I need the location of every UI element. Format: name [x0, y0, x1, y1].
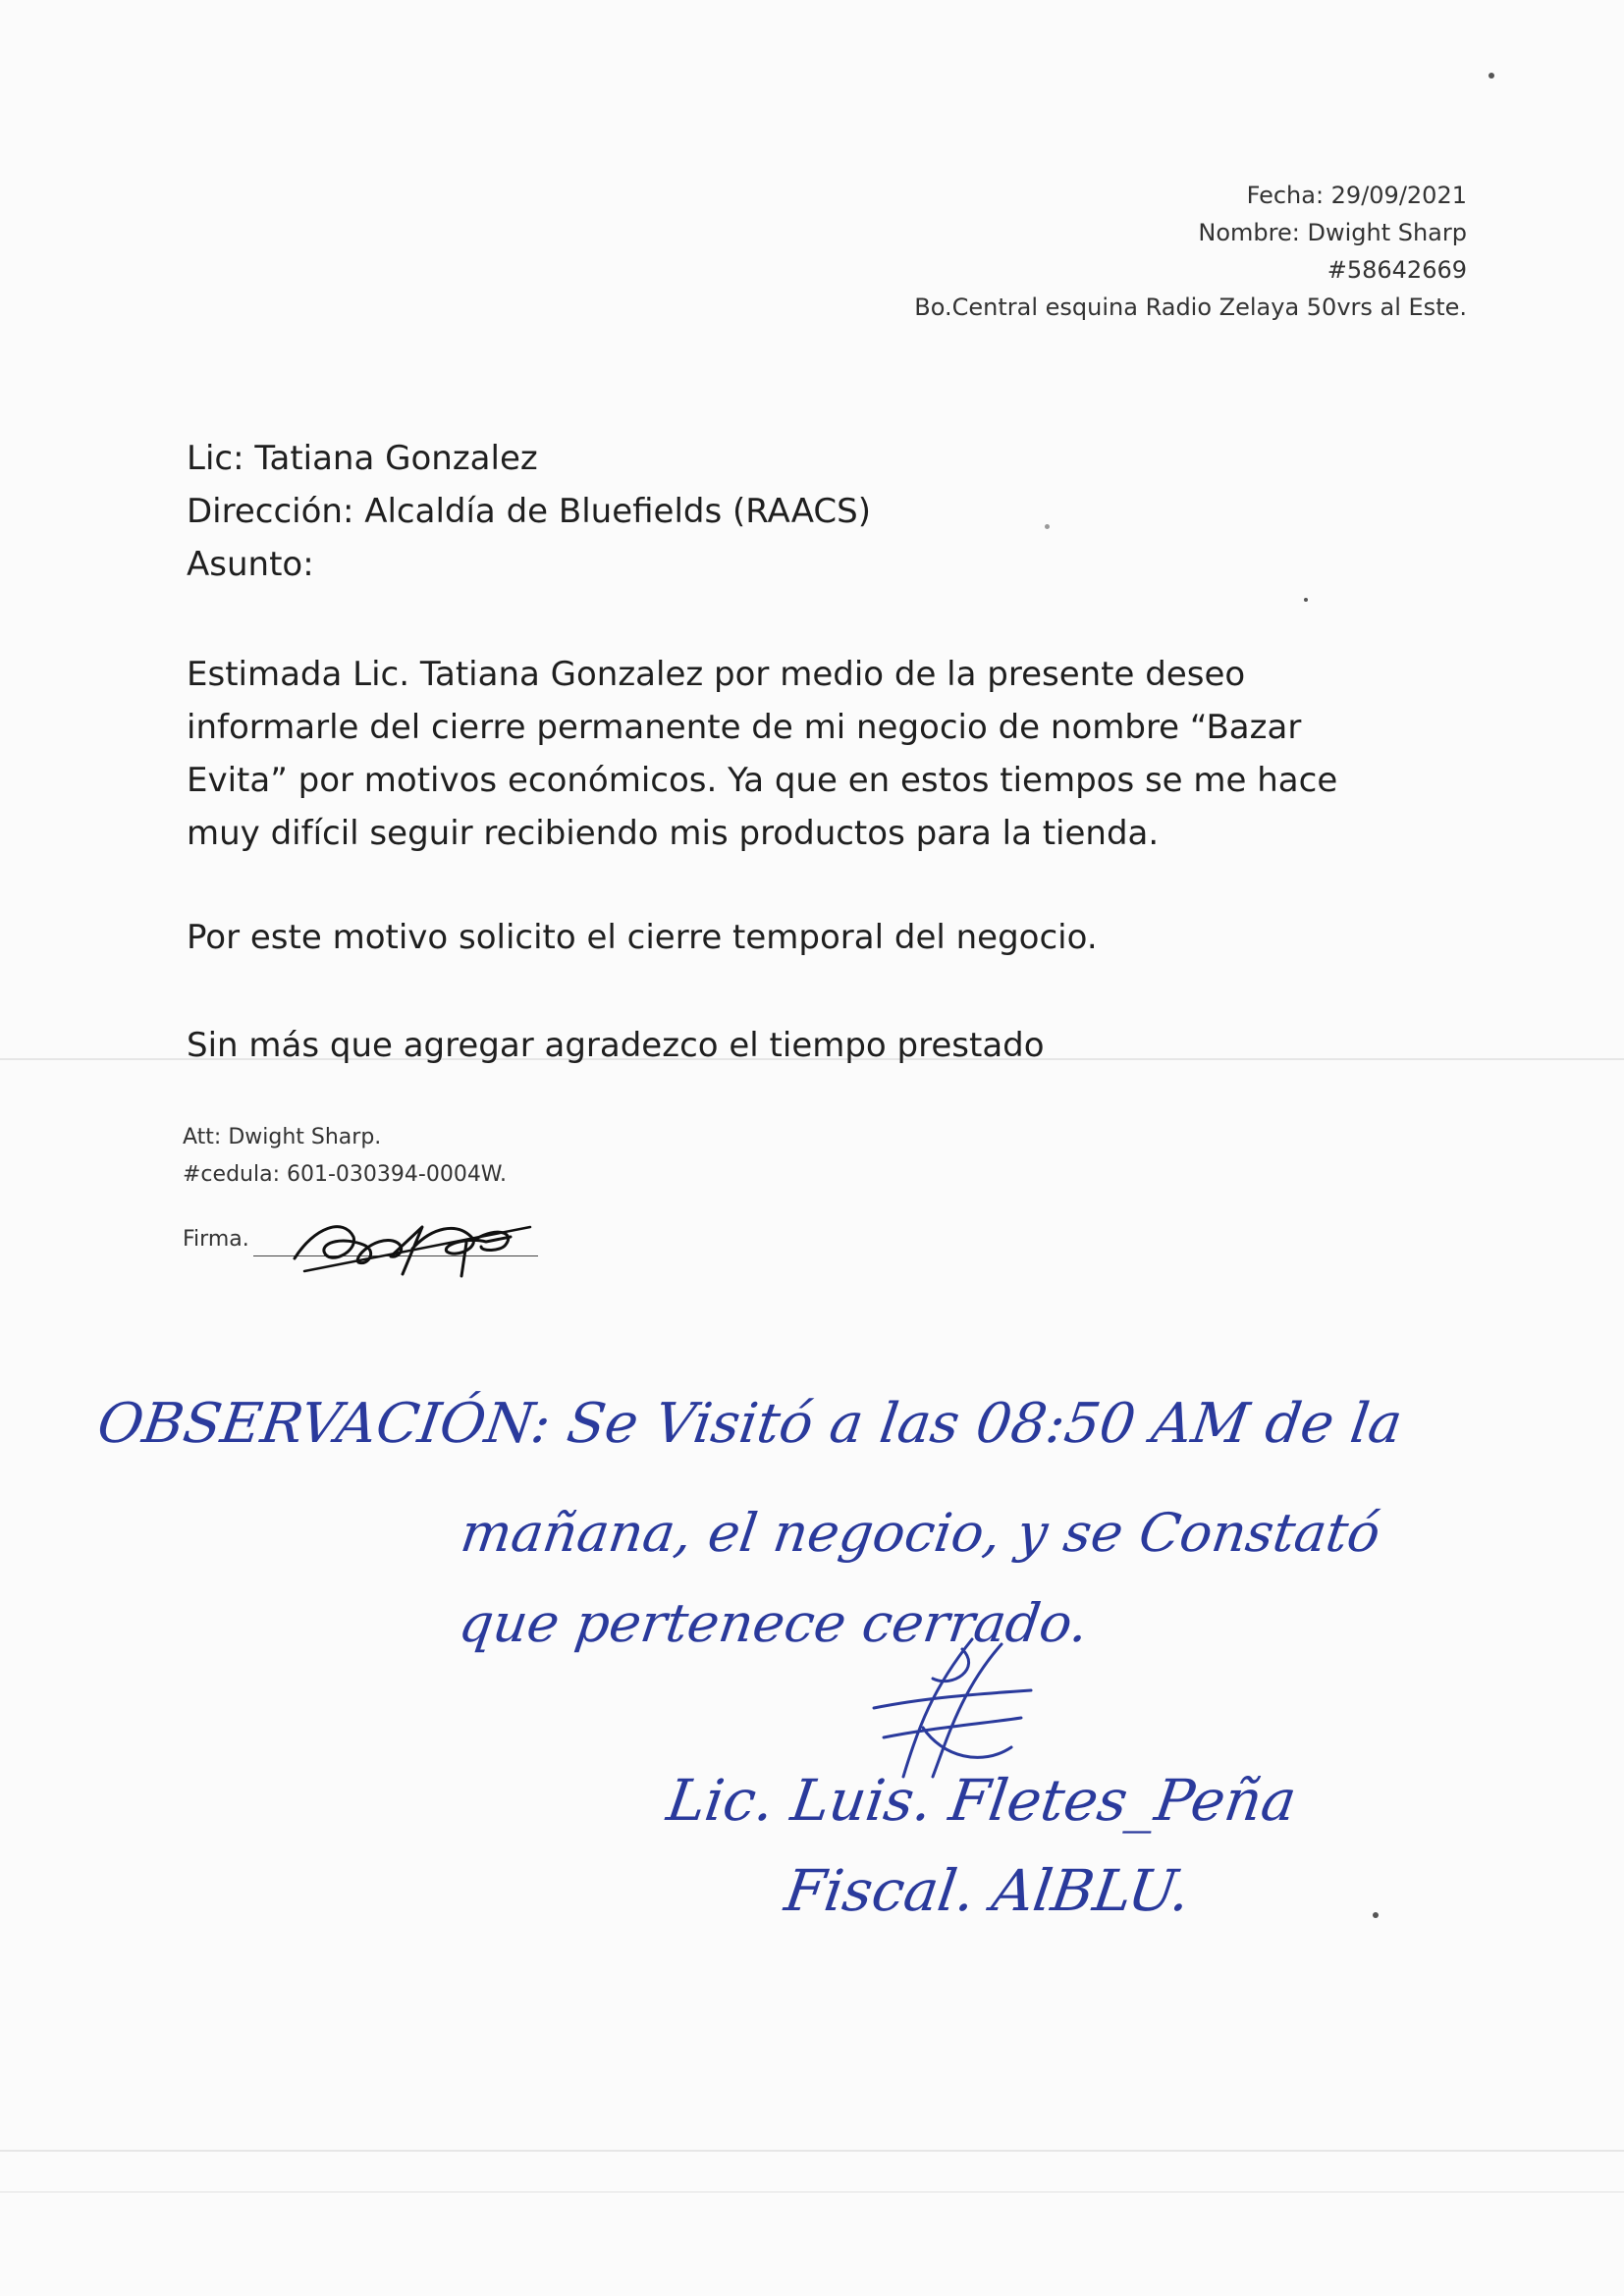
paper-speck [1489, 73, 1494, 79]
observation-line-1: OBSERVACIÓN: Se Visitó a las 08:50 AM de la [93, 1392, 1406, 1456]
paper-speck [1373, 1912, 1379, 1918]
paper-speck [1045, 524, 1050, 529]
date-line: Fecha: 29/09/2021 [1246, 182, 1467, 209]
paper-fold-line [0, 2191, 1624, 2193]
body-line: Estimada Lic. Tatiana Gonzalez por medio de la presente deseo [187, 655, 1246, 694]
recipient-block [187, 432, 871, 591]
paper-fold-line [0, 2150, 1624, 2152]
recipient-office: Dirección: Alcaldía de Bluefields (RAACS) [187, 492, 871, 531]
body-paragraph-3: Sin más que agregar agradezco el tiempo prestado [187, 1026, 1045, 1065]
att-line: Att: Dwight Sharp. [183, 1125, 382, 1149]
body-line: muy difícil seguir recibiendo mis productos para la tienda. [187, 814, 1160, 853]
recipient-name: Lic: Tatiana Gonzalez [187, 439, 538, 478]
observation-line-3: que pertenece cerrado. [455, 1592, 1093, 1654]
observation-line-2: mañana, el negocio, y se Constató [457, 1502, 1384, 1564]
phone-line: #58642669 [1326, 256, 1467, 284]
fiscal-name: Lic. Luis. Fletes_Peña [663, 1767, 1301, 1834]
address-line: Bo.Central esquina Radio Zelaya 50vrs al Este. [914, 294, 1467, 321]
firma-label: Firma. [183, 1227, 249, 1252]
body-paragraph-2: Por este motivo solicito el cierre temporal del negocio. [187, 918, 1098, 957]
fiscal-title: Fiscal. AlBLU. [781, 1857, 1195, 1924]
sender-signature-icon [285, 1198, 540, 1286]
sender-header [914, 177, 1467, 326]
sender-block [183, 1119, 507, 1194]
body-line: informarle del cierre permanente de mi negocio de nombre “Bazar [187, 708, 1302, 747]
body-line: Evita” por motivos económicos. Ya que en estos tiempos se me hace [187, 761, 1338, 800]
cedula-line: #cedula: 601-030394-0004W. [183, 1162, 508, 1187]
body-paragraph-1 [187, 648, 1463, 860]
paper-speck [1304, 598, 1308, 602]
name-line: Nombre: Dwight Sharp [1198, 219, 1467, 246]
subject-line: Asunto: [187, 545, 314, 584]
fiscal-signature-icon [864, 1629, 1041, 1787]
